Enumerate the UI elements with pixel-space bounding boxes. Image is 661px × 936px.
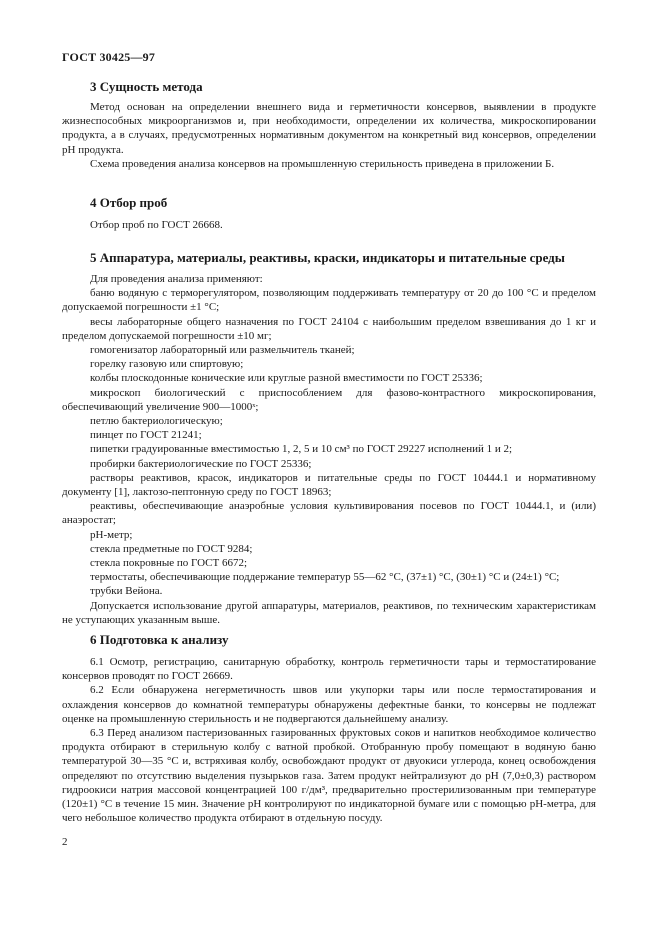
list-item: петлю бактериологическую; — [90, 415, 223, 428]
paragraph: Метод основан на определении внешнего вида и герметичности консервов, выявлении в продукте жизнеспособных микроорганизмов и, при необходимости, определении их количества, микроскопировании продукта, а в случаях, предусмотренных нормативным документом на конкретный вид консервов, определении pH продукта. — [62, 101, 596, 156]
paragraph: 6.2 Если обнаружена негерметичность швов или укупорки тары или после термостатирования и охлаждения консервов до комнатной температуры обнаружены дефектные банки, то консервы не подлежат оценке на промышленную стерильность и не подвергаются дальнейшему анализу. — [62, 684, 596, 725]
section-body-3 — [62, 100, 596, 171]
paragraph: 6.1 Осмотр, регистрацию, санитарную обработку, контроль герметичности тары и термостатирование консервов проводят по ГОСТ 26669. — [62, 656, 596, 683]
list-item: стекла предметные по ГОСТ 9284; — [90, 542, 253, 555]
list-item: весы лабораторные общего назначения по ГОСТ 24104 с наибольшим пределом взвешивания до 1 кг и пределом допускаемой погрешности ±10 мг; — [62, 315, 596, 342]
list-item: реактивы, обеспечивающие анаэробные условия культивирования посевов по ГОСТ 10444.1, и (или) анаэростат; — [62, 500, 596, 527]
page-number: 2 — [62, 836, 68, 848]
running-header: ГОСТ 30425—97 — [62, 50, 156, 64]
list-item: стекла покровные по ГОСТ 6672; — [90, 557, 248, 570]
list-item: растворы реактивов, красок, индикаторов и питательные среды по ГОСТ 10444.1 и нормативному документу [1], лактозо-пептонную среду по ГОСТ 18963; — [62, 471, 596, 499]
section-body-6 — [62, 655, 596, 825]
section-heading-6: 6 Подготовка к анализу — [90, 632, 229, 647]
paragraph: 6.3 Перед анализом пастеризованных газированных фруктовых соков и напитков необходимое количество продукта отбирают в стерильную колбу с ватной пробкой. Отобранную пробу помещают в водяную баню температурой 30—35 °С и, встряхивая колбу, освобождают продукт от двуокиси углерода, конец освобождения определяют по отсутствию выделения пузырьков газа. Затем продукт нейтрализуют до pH (7,0±0,3) раствором гидроокиси натрия массовой концентрацией 100 г/дм³, предварительно простерилизованным при температуре (120±1) °С в течение 15 мин. Значение pH контролируют по индикаторной бумаге или с помощью pH-метра, для чего небольшое количество продукта отбирают в отдельную посуду. — [62, 727, 596, 825]
paragraph: Допускается использование другой аппаратуры, материалов, реактивов, по техническим характеристикам не уступающих указанным выше. — [62, 599, 596, 626]
list-item: пипетки градуированные вместимостью 1, 2, 5 и 10 см³ по ГОСТ 29227 исполнений 1 и 2; — [90, 443, 513, 456]
paragraph: Отбор проб по ГОСТ 26668. — [90, 219, 223, 231]
section-heading-3: 3 Сущность метода — [90, 79, 203, 94]
list-item: горелку газовую или спиртовую; — [90, 358, 244, 371]
list-item: трубки Вейона. — [90, 585, 163, 598]
list-item: микроскоп биологический с приспособлением для фазово-контрастного микроскопирования, обеспечивающий увеличение 900—1000ˣ; — [62, 386, 596, 413]
section-body-5 — [62, 272, 596, 627]
section-heading-5: 5 Аппаратура, материалы, реактивы, краски, индикаторы и питательные среды — [90, 250, 565, 265]
section-heading-4: 4 Отбор проб — [90, 195, 168, 210]
list-item: колбы плоскодонные конические или круглые разной вместимости по ГОСТ 25336; — [90, 372, 483, 385]
section-body-4 — [62, 218, 596, 232]
list-item: баню водяную с терморегулятором, позволяющим поддерживать температуру от 20 до 100 °С и пределом допускаемой погрешности ±1 °С; — [62, 287, 596, 314]
list-item: гомогенизатор лабораторный или размельчитель тканей; — [90, 344, 355, 357]
list-item: пинцет по ГОСТ 21241; — [90, 429, 202, 442]
paragraph: Для проведения анализа применяют: — [90, 273, 263, 285]
list-item: пробирки бактериологические по ГОСТ 25336; — [90, 457, 312, 470]
list-item: термостаты, обеспечивающие поддержание температур 55—62 °С, (37±1) °С, (30±1) °С и (24±1) °С; — [90, 571, 560, 584]
paragraph: Схема проведения анализа консервов на промышленную стерильность приведена в приложении Б. — [90, 157, 555, 170]
list-item: pH-метр; — [90, 528, 133, 541]
